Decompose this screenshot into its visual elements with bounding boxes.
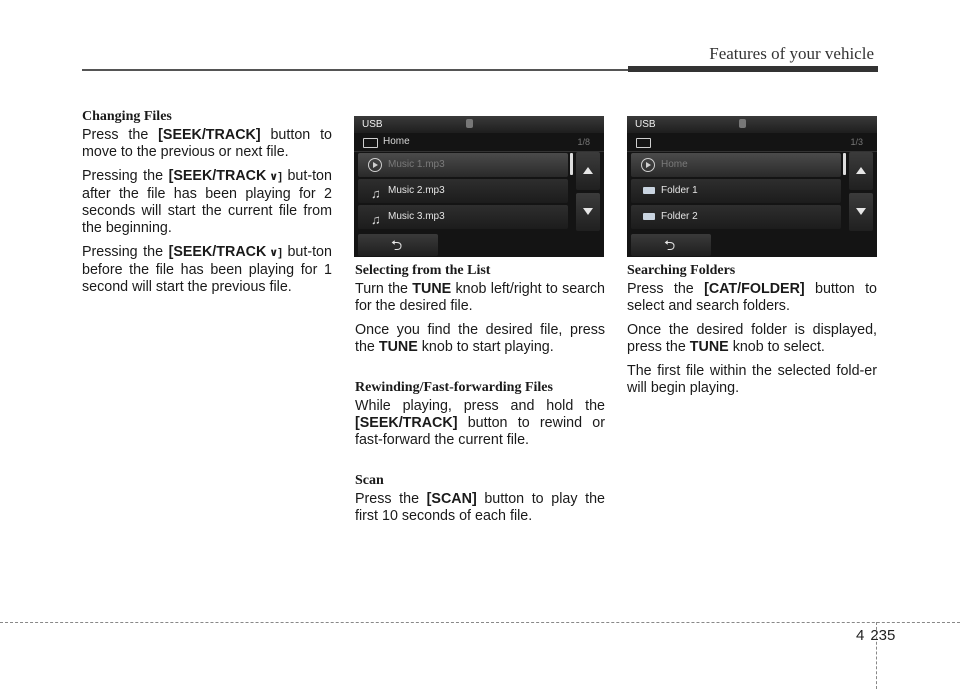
usb-folder-screen [627, 116, 877, 257]
usb-file-list-screen [354, 116, 604, 257]
heading-searching-folders: Searching Folders [627, 263, 736, 278]
paragraph: Pressing the [SEEK/TRACK ∨] but-ton before the file has been playing for 1 second will start the previous file. [82, 244, 332, 295]
paragraph: The first file within the selected fold-er will begin playing. [627, 363, 877, 396]
screen-title: USB [354, 116, 604, 133]
lock-icon [466, 119, 473, 128]
paragraph: Press the [SCAN] button to play the first 10 seconds of each file. [355, 491, 605, 524]
list-item[interactable]: Folder 2 [631, 205, 841, 229]
footer-rule [0, 622, 960, 623]
paragraph: While playing, press and hold the [SEEK/TRACK] button to rewind or fast-forward the current file. [355, 398, 605, 448]
back-icon: ⮌ [664, 237, 676, 253]
header-rule-accent [628, 66, 878, 72]
paragraph: Press the [SEEK/TRACK] button to move to the previous or next file. [82, 127, 332, 160]
list-item[interactable]: Home [631, 153, 841, 177]
heading-rewinding: Rewinding/Fast-forwarding Files [355, 380, 553, 395]
back-button[interactable] [358, 234, 438, 256]
heading-selecting: Selecting from the List [355, 263, 491, 278]
paragraph: Once you find the desired file, press the TUNE knob to start playing. [355, 322, 605, 355]
music-note-icon: ♫ [371, 186, 381, 201]
arrow-up-icon[interactable] [576, 152, 600, 190]
folder-icon [636, 138, 651, 148]
arrow-up-icon[interactable] [849, 152, 873, 190]
lock-icon [739, 119, 746, 128]
screen-path [627, 133, 877, 152]
folder-icon [643, 187, 655, 194]
column-changing-files [82, 108, 332, 303]
folder-icon [363, 138, 378, 148]
column-searching-folders [627, 262, 877, 404]
list-item[interactable]: Music 1.mp3 [358, 153, 568, 177]
scroll-indicator [570, 153, 573, 175]
music-note-icon: ♫ [371, 212, 381, 227]
paragraph: Turn the TUNE knob left/right to search for the desired file. [355, 281, 605, 314]
paragraph: Pressing the [SEEK/TRACK ∨] but-ton after the file has been playing for 2 seconds will start the current file from the beginning. [82, 168, 332, 236]
arrow-down-icon[interactable] [849, 193, 873, 231]
back-button[interactable] [631, 234, 711, 256]
list-item[interactable]: Folder 1 [631, 179, 841, 203]
back-icon: ⮌ [391, 237, 403, 253]
screen-path: Home 1/8 [354, 133, 604, 152]
play-icon [368, 158, 382, 172]
list-item[interactable]: ♫ Music 2.mp3 [358, 179, 568, 203]
play-icon [641, 158, 655, 172]
heading-scan: Scan [355, 473, 384, 488]
list-counter: 1/3 [850, 137, 863, 147]
list-counter: 1/8 [577, 137, 590, 147]
page-number: 4 235 [856, 627, 896, 644]
arrow-down-icon[interactable] [576, 193, 600, 231]
paragraph: Press the [CAT/FOLDER] button to select and search folders. [627, 281, 877, 314]
screen-title: USB [627, 116, 877, 133]
column-selecting [355, 262, 605, 532]
heading-changing-files: Changing Files [82, 109, 172, 124]
header-title: Features of your vehicle [709, 44, 874, 63]
paragraph: Once the desired folder is displayed, press the TUNE knob to select. [627, 322, 877, 355]
folder-icon [643, 213, 655, 220]
scroll-indicator [843, 153, 846, 175]
list-item[interactable]: ♫ Music 3.mp3 [358, 205, 568, 229]
